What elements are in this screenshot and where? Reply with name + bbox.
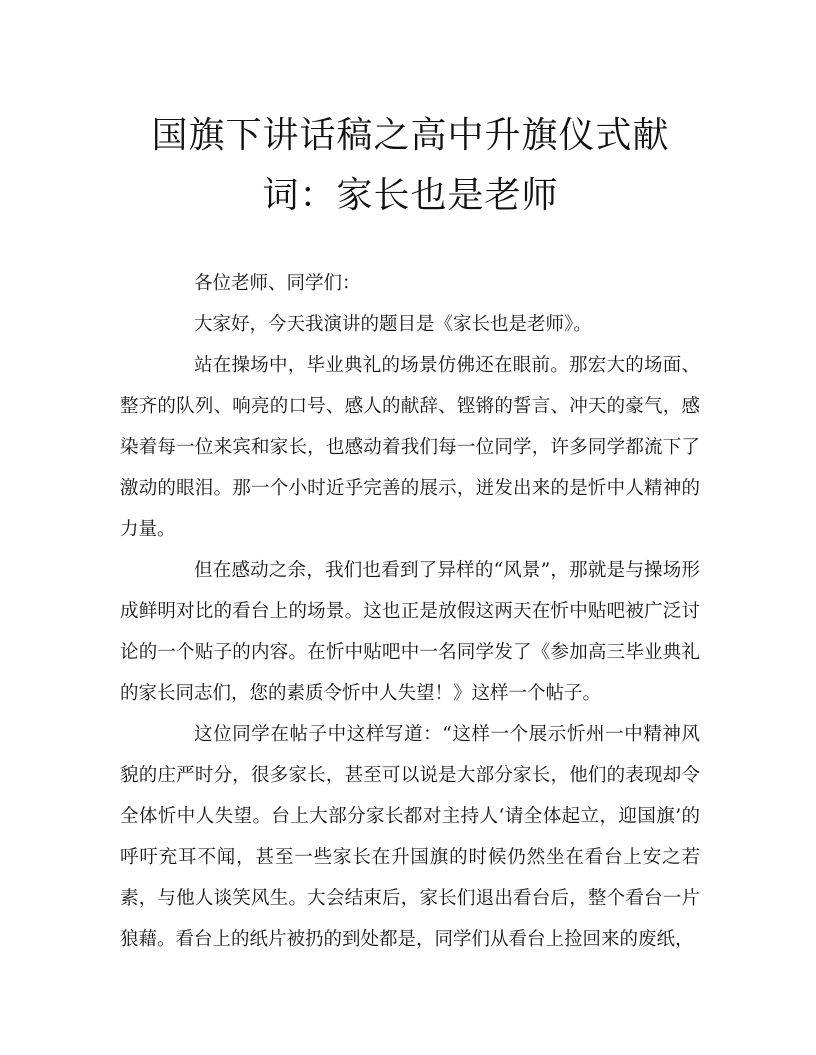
paragraph-stands: 但在感动之余，我们也看到了异样的“风景”，那就是与操场形成鲜明对比的看台上的场景。这也正是放假这两天在忻中贴吧被广泛讨论的一个贴子的内容。在忻中贴吧中一名同学发了《参加高三毕业典礼的家长同志们，您的素质令忻中人失望！》这样一个帖子。 xyxy=(120,560,700,704)
paragraph-quote: 这位同学在帖子中这样写道：“这样一个展示忻州一中精神风貌的庄严时分，很多家长，甚至可以说是大部分家长，他们的表现却令全体忻中人失望。台上大部分家长都对主持人‘请全体起立，迎国旗’的呼吁充耳不闻，甚至一些家长在升国旗的时候仍然坐在看台上安之若素，与他人谈笑风生。大会结束后，家长们退出看台后，整个看台一片狼藉。看台上的纸片被扔的到处都是，同学们从看台上捡回来的废纸， xyxy=(120,724,700,950)
document-body xyxy=(120,263,700,960)
document-title: 国旗下讲话稿之高中升旗仪式献词：家长也是老师 xyxy=(151,115,670,216)
paragraph-greeting: 各位老师、同学们： xyxy=(194,273,361,294)
paragraph-intro: 大家好，今天我演讲的题目是《家长也是老师》。 xyxy=(194,314,592,335)
paragraph-ceremony: 站在操场中，毕业典礼的场景仿佛还在眼前。那宏大的场面、整齐的队列、响亮的口号、感人的献辞、铿锵的誓言、冲天的豪气，感染着每一位来宾和家长，也感动着我们每一位同学，许多同学都流下了激动的眼泪。那一个小时近乎完善的展示，迸发出来的是忻中人精神的力量。 xyxy=(120,355,700,540)
